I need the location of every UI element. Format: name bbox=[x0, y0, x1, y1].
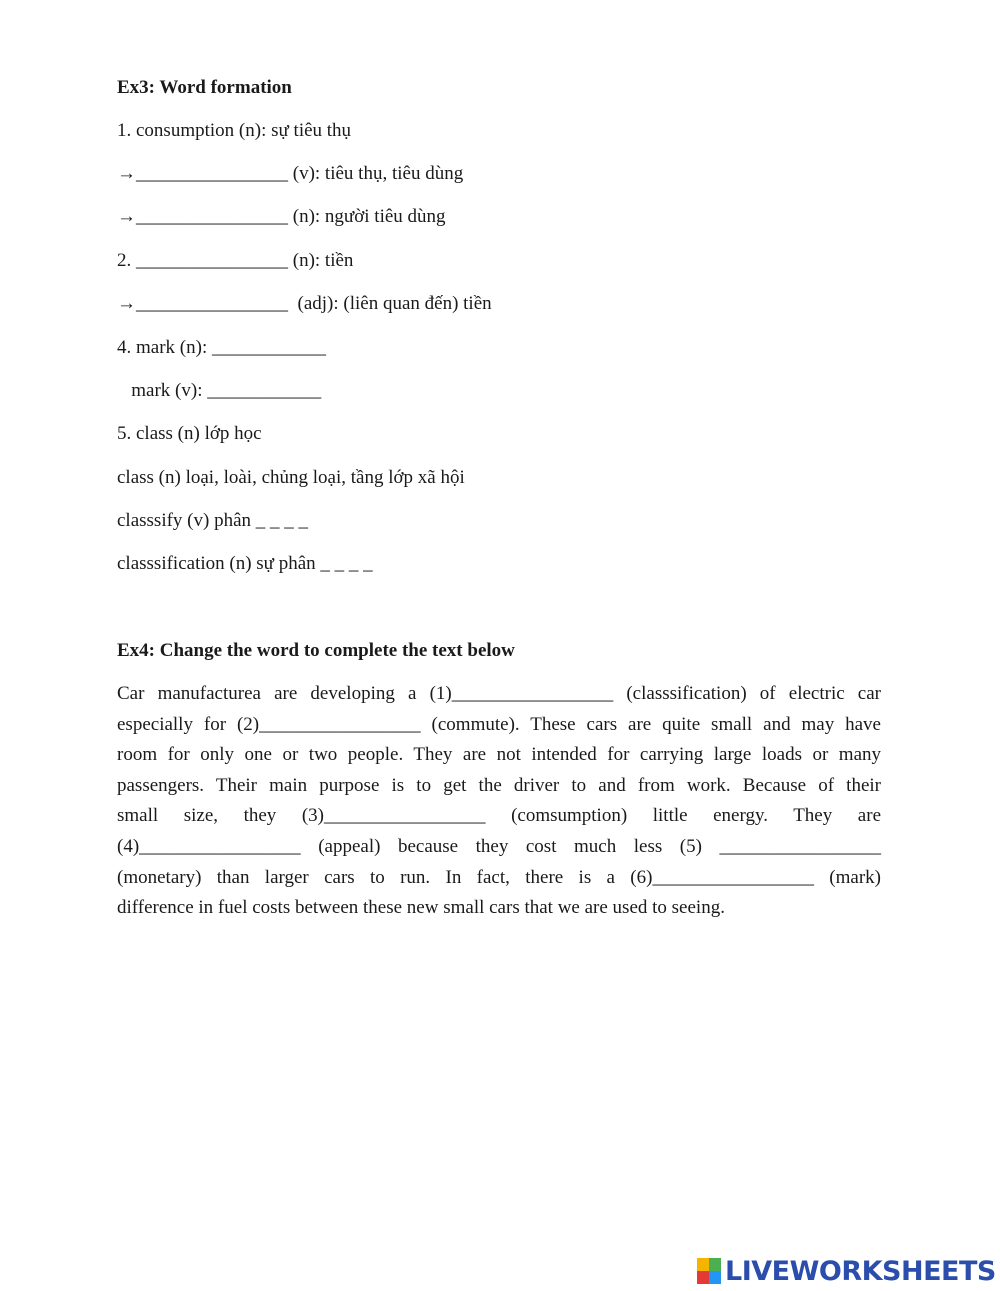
logo-block bbox=[697, 1271, 709, 1284]
ex3-line-10: classsify (v) phân _ _ _ _ bbox=[117, 510, 309, 531]
ex4-paragraph-line: (monetary) than larger cars to run. In fact, there is a (6)_________________ (mark) bbox=[117, 866, 881, 888]
ex4-paragraph-line: Car manufacturea are developing a (1)_________________ (classsification) of electric car bbox=[117, 683, 881, 704]
logo-text: LIVEWORKSHEETS bbox=[725, 1255, 996, 1287]
ex4-paragraph-line: passengers. Their main purpose is to get the driver to and from work. Because of their bbox=[117, 774, 881, 796]
ex3-line-11: classsification (n) sự phân _ _ _ _ bbox=[117, 553, 373, 574]
logo-block bbox=[709, 1271, 721, 1284]
ex3-line-1: 1. consumption (n): sự tiêu thụ bbox=[117, 120, 352, 141]
ex4-paragraph-line: small size, they (3)_________________ (comsumption) little energy. They are bbox=[117, 805, 881, 827]
logo-block bbox=[709, 1258, 721, 1271]
ex4-title: Ex4: Change the word to complete the text below bbox=[117, 640, 515, 661]
logo-block bbox=[697, 1258, 709, 1271]
ex3-line-8: 5. class (n) lớp học bbox=[117, 423, 262, 444]
ex4-paragraph-line: difference in fuel costs between these new small cars that we are used to seeing. bbox=[117, 897, 725, 919]
ex3-line-4: 2. ________________ (n): tiền bbox=[117, 250, 354, 271]
liveworksheets-logo bbox=[697, 1255, 996, 1287]
ex3-line-7: mark (v): ____________ bbox=[117, 380, 322, 401]
ex3-line-6: 4. mark (n): ____________ bbox=[117, 337, 326, 358]
ex3-line-5: →________________ (adj): (liên quan đến) tiền bbox=[117, 293, 492, 314]
ex3-line-3: →________________ (n): người tiêu dùng bbox=[117, 206, 446, 227]
ex3-title: Ex3: Word formation bbox=[117, 77, 292, 98]
ex4-paragraph-line: (4)_________________ (appeal) because they cost much less (5) _________________ bbox=[117, 835, 881, 857]
ex4-paragraph-line: room for only one or two people. They are not intended for carrying large loads or many bbox=[117, 744, 881, 766]
ex3-line-9: class (n) loại, loài, chủng loại, tầng lớp xã hội bbox=[117, 467, 465, 488]
ex4-paragraph-line: especially for (2)_________________ (commute). These cars are quite small and may have bbox=[117, 713, 881, 735]
ex3-line-2: →________________ (v): tiêu thụ, tiêu dùng bbox=[117, 163, 464, 184]
ex4-paragraph bbox=[117, 679, 881, 924]
logo-blocks-icon bbox=[697, 1258, 721, 1284]
